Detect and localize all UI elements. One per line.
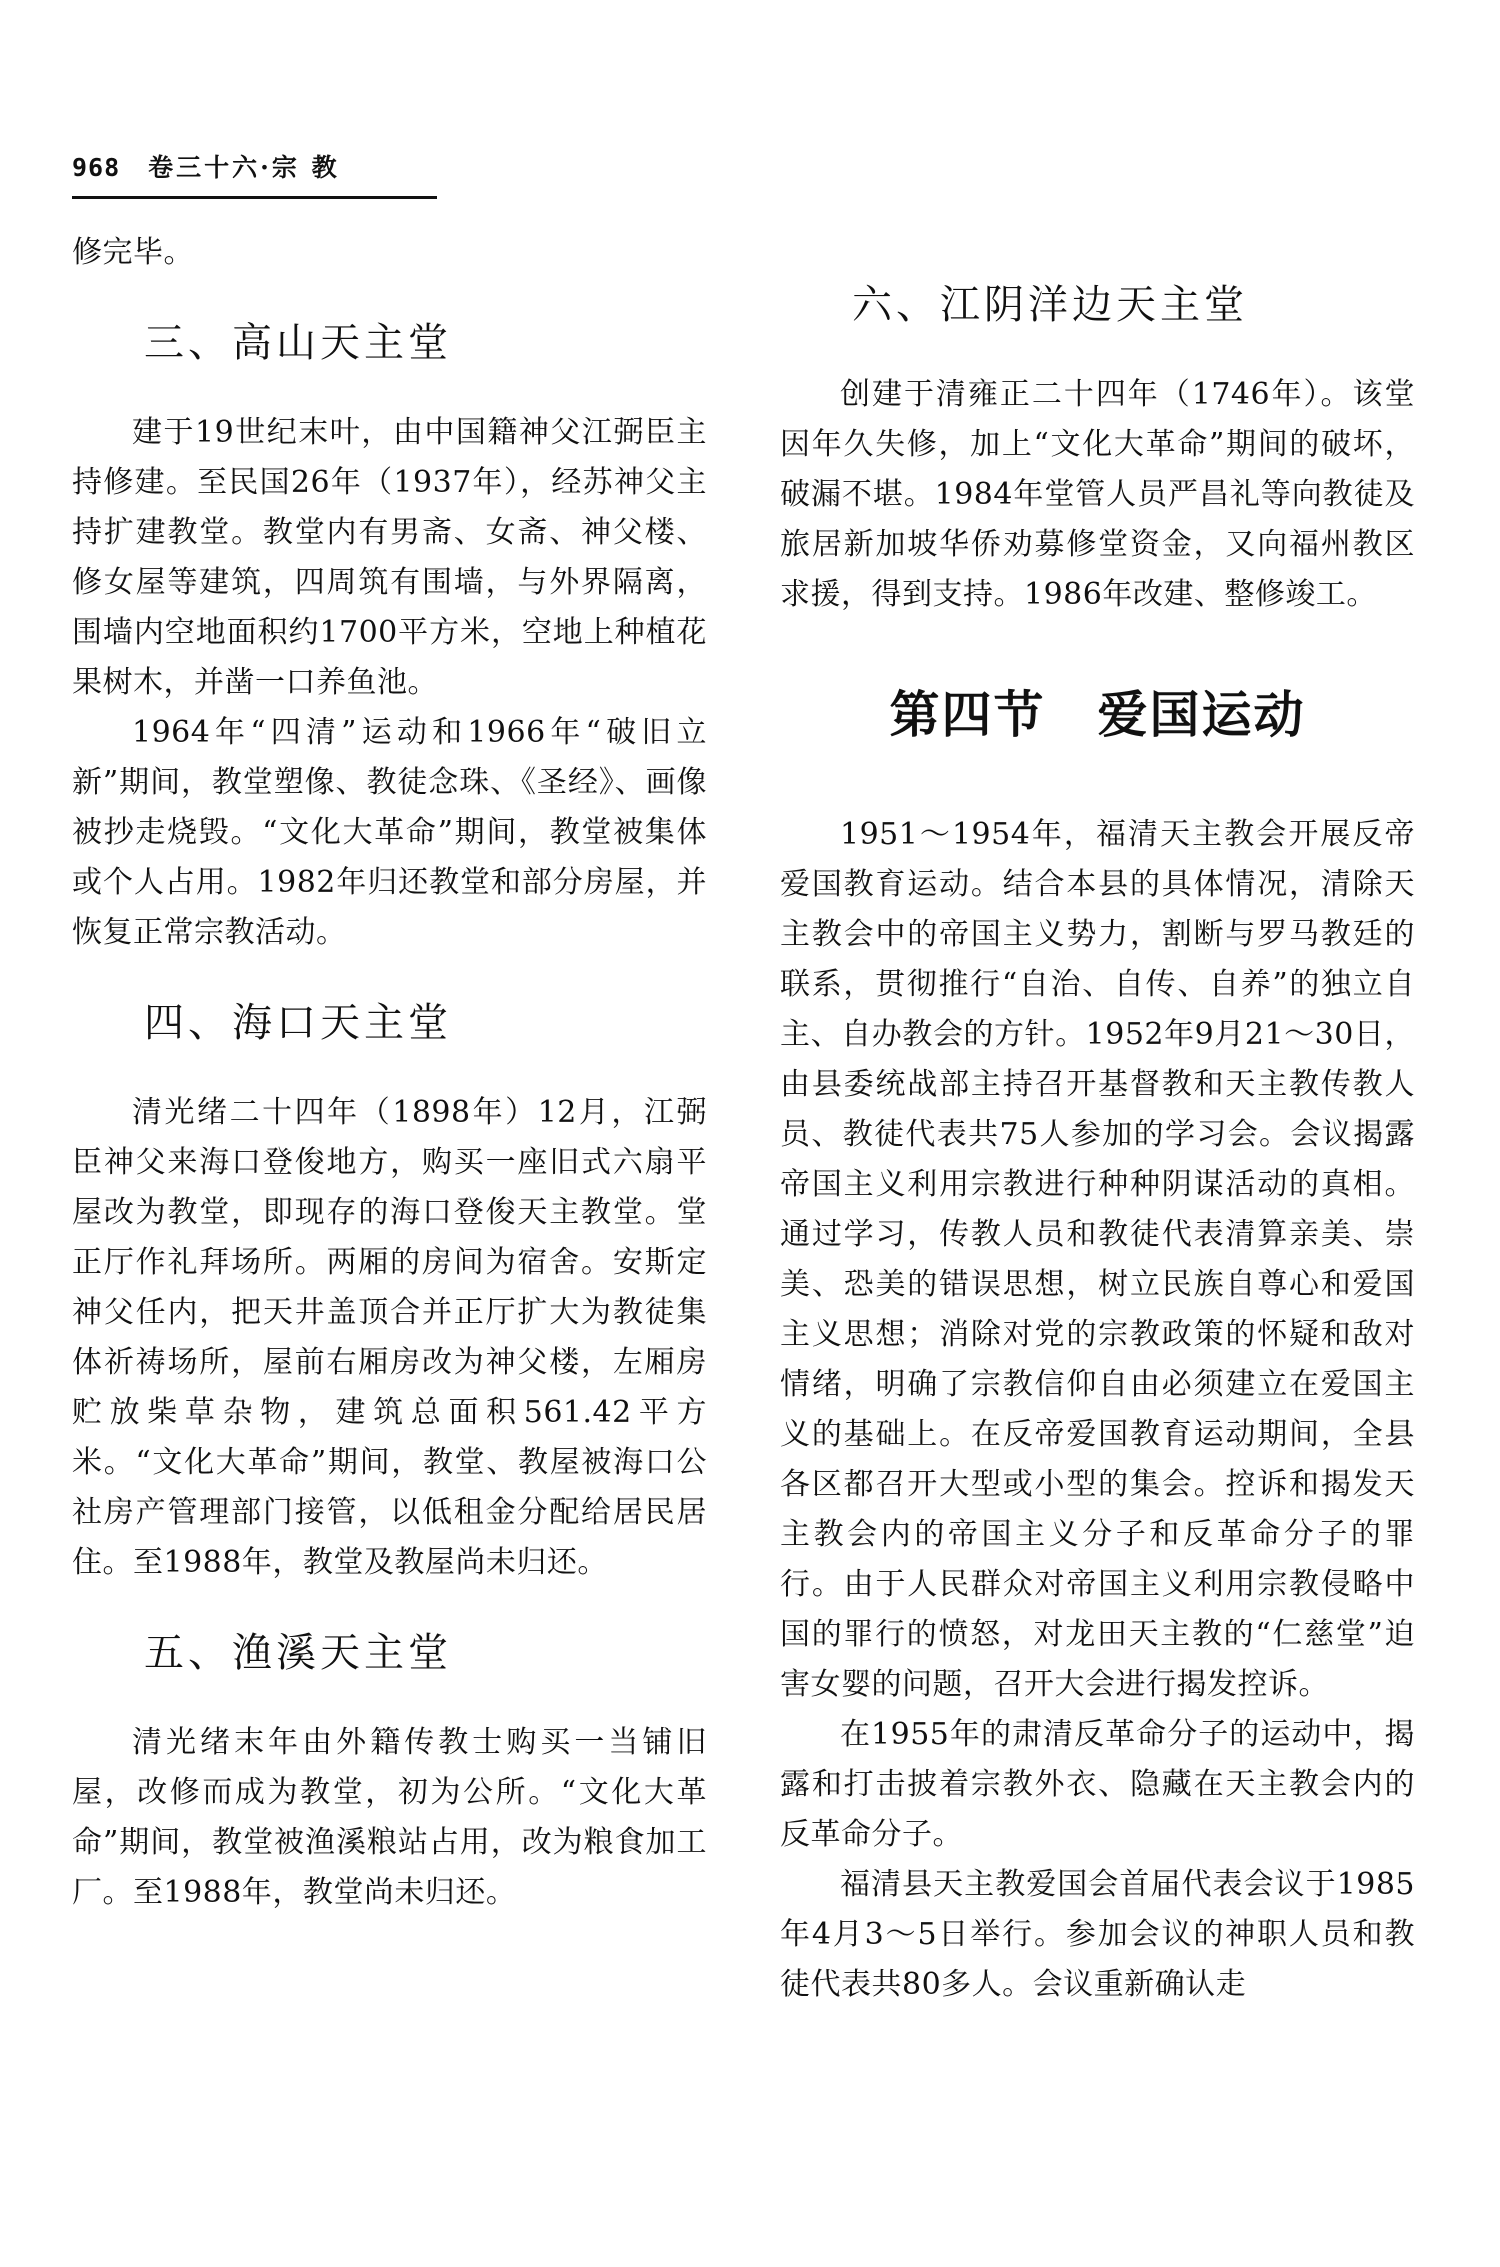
- header-rule: [72, 196, 437, 199]
- paragraph: 1964年“四清”运动和1966年“破旧立新”期间，教堂塑像、教徒念珠、《圣经》、画像被抄走烧毁。“文化大革命”期间，教堂被集体或个人占用。1982年归还教堂和部分房屋，并恢复正常宗教活动。: [72, 715, 707, 950]
- section-heading-5: 五、渔溪天主堂: [144, 1630, 452, 1676]
- paragraph: 清光绪二十四年（1898年）12月，江弼臣神父来海口登俊地方，购买一座旧式六扇平屋改为教堂，即现存的海口登俊天主教堂。堂正厅作礼拜场所。两厢的房间为宿舍。安斯定神父任内，把天井盖顶合并正厅扩大为教徒集体祈祷场所，屋前右厢房改为神父楼，左厢房贮放柴草杂物，建筑总面积561.42平方米。“文化大革命”期间，教堂、教屋被海口公社房产管理部门接管，以低租金分配给居民居住。至1988年，教堂及教屋尚未归还。: [72, 1095, 707, 1580]
- paragraph: 1951～1954年，福清天主教会开展反帝爱国教育运动。结合本县的具体情况，清除天主教会中的帝国主义势力，割断与罗马教廷的联系，贯彻推行“自治、自传、自养”的独立自主、自办教会的方针。1952年9月21～30日，由县委统战部主持召开基督教和天主教传教人员、教徒代表共75人参加的学习会。会议揭露帝国主义利用宗教进行种种阴谋活动的真相。通过学习，传教人员和教徒代表清算亲美、崇美、恐美的错误思想，树立民族自尊心和爱国主义思想；消除对党的宗教政策的怀疑和敌对情绪，明确了宗教信仰自由必须建立在爱国主义的基础上。在反帝爱国教育运动期间，全县各区都召开大型或小型的集会。控诉和揭发天主教会内的帝国主义分子和反革命分子的罪行。由于人民群众对帝国主义利用宗教侵略中国的罪行的愤怒，对龙田天主教的“仁慈堂”迫害女婴的问题，召开大会进行揭发控诉。: [780, 817, 1415, 1702]
- section-heading-3: 三、高山天主堂: [144, 320, 452, 366]
- section-heading-4: 四、海口天主堂: [144, 1000, 452, 1046]
- paragraph: 建于19世纪末叶，由中国籍神父江弼臣主持修建。至民国26年（1937年），经苏神父主持扩建教堂。教堂内有男斋、女斋、神父楼、修女屋等建筑，四周筑有围墙，与外界隔离，围墙内空地面积约1700平方米，空地上种植花果树木，并凿一口养鱼池。: [72, 415, 707, 700]
- paragraph: 在1955年的肃清反革命分子的运动中，揭露和打击披着宗教外衣、隐藏在天主教会内的反革命分子。: [780, 1717, 1415, 1852]
- page-number: 968: [72, 153, 121, 182]
- paragraph: 创建于清雍正二十四年（1746年）。该堂因年久失修，加上“文化大革命”期间的破坏，破漏不堪。1984年堂管人员严昌礼等向教徒及旅居新加坡华侨劝募修堂资金，又向福州教区求援，得到支持。1986年改建、整修竣工。: [780, 377, 1415, 612]
- paragraph: 清光绪末年由外籍传教士购买一当铺旧屋，改修而成为教堂，初为公所。“文化大革命”期间，教堂被渔溪粮站占用，改为粮食加工厂。至1988年，教堂尚未归还。: [72, 1725, 707, 1910]
- running-header: [72, 148, 442, 184]
- chapter-title: 卷三十六·宗 教: [148, 153, 340, 182]
- section-heading-6: 六、江阴洋边天主堂: [852, 282, 1248, 328]
- section-title: 第四节 爱国运动: [889, 686, 1306, 744]
- paragraph: 福清县天主教爱国会首届代表会议于1985年4月3～5日举行。参加会议的神职人员和教徒代表共80多人。会议重新确认走: [780, 1867, 1415, 2002]
- right-column: [780, 280, 1415, 2010]
- left-column: [72, 228, 707, 1918]
- carryover-text: 修完毕。: [72, 235, 194, 270]
